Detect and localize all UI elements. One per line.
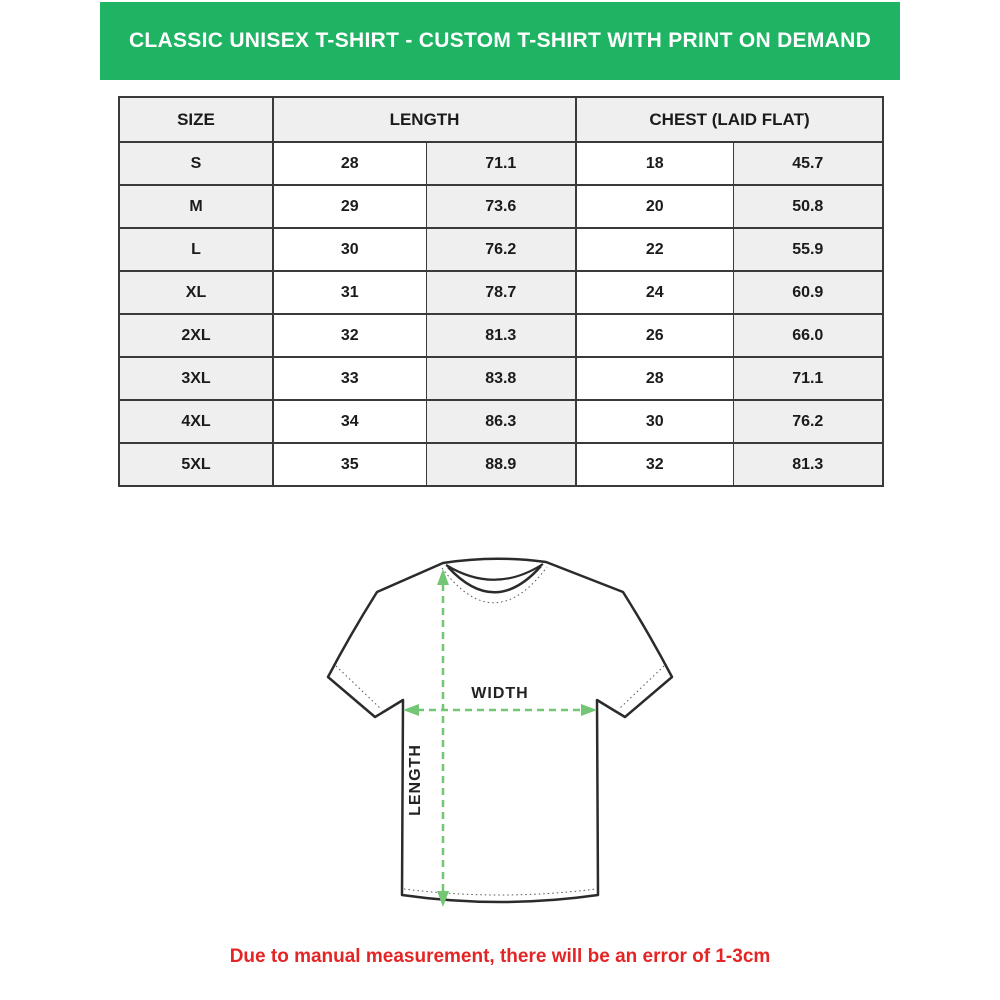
length-in-cell: 32 <box>273 314 426 357</box>
table-row <box>119 185 883 228</box>
table-header-row <box>119 97 883 142</box>
size-chart-section <box>118 96 884 487</box>
table-row <box>119 357 883 400</box>
chest-cm-cell: 76.2 <box>733 400 883 443</box>
chest-cm-cell: 60.9 <box>733 271 883 314</box>
length-cm-cell: 71.1 <box>426 142 576 185</box>
chest-in-cell: 24 <box>576 271 733 314</box>
chest-cm-cell: 81.3 <box>733 443 883 486</box>
page-title: CLASSIC UNISEX T-SHIRT - CUSTOM T-SHIRT WITH PRINT ON DEMAND <box>128 29 872 52</box>
size-cell: L <box>119 228 273 271</box>
chest-cm-cell: 45.7 <box>733 142 883 185</box>
length-cm-cell: 88.9 <box>426 443 576 486</box>
table-row <box>119 314 883 357</box>
length-cm-cell: 78.7 <box>426 271 576 314</box>
chest-in-cell: 30 <box>576 400 733 443</box>
size-cell: M <box>119 185 273 228</box>
size-table <box>118 96 884 487</box>
table-row <box>119 228 883 271</box>
size-cell: 3XL <box>119 357 273 400</box>
chest-in-cell: 22 <box>576 228 733 271</box>
col-header-chest: CHEST (LAID FLAT) <box>576 97 883 142</box>
length-in-cell: 35 <box>273 443 426 486</box>
chest-cm-cell: 66.0 <box>733 314 883 357</box>
chest-cm-cell: 55.9 <box>733 228 883 271</box>
length-cm-cell: 81.3 <box>426 314 576 357</box>
col-header-size: SIZE <box>119 97 273 142</box>
size-cell: 2XL <box>119 314 273 357</box>
chest-in-cell: 26 <box>576 314 733 357</box>
length-in-cell: 34 <box>273 400 426 443</box>
size-cell: S <box>119 142 273 185</box>
measurement-disclaimer: Due to manual measurement, there will be an error of 1-3cm <box>229 946 771 967</box>
length-in-cell: 30 <box>273 228 426 271</box>
tshirt-measurement-diagram <box>300 540 700 940</box>
chest-in-cell: 28 <box>576 357 733 400</box>
table-row <box>119 142 883 185</box>
length-in-cell: 28 <box>273 142 426 185</box>
size-cell: 4XL <box>119 400 273 443</box>
width-label: WIDTH <box>471 685 529 702</box>
chest-in-cell: 18 <box>576 142 733 185</box>
tshirt-outline <box>328 559 672 902</box>
length-cm-cell: 76.2 <box>426 228 576 271</box>
table-row <box>119 443 883 486</box>
title-banner <box>100 2 900 80</box>
chest-cm-cell: 71.1 <box>733 357 883 400</box>
length-in-cell: 31 <box>273 271 426 314</box>
chest-in-cell: 32 <box>576 443 733 486</box>
table-row <box>119 271 883 314</box>
length-cm-cell: 73.6 <box>426 185 576 228</box>
length-cm-cell: 86.3 <box>426 400 576 443</box>
length-cm-cell: 83.8 <box>426 357 576 400</box>
length-label: LENGTH <box>407 744 424 816</box>
chest-cm-cell: 50.8 <box>733 185 883 228</box>
size-cell: XL <box>119 271 273 314</box>
length-in-cell: 29 <box>273 185 426 228</box>
size-cell: 5XL <box>119 443 273 486</box>
chest-in-cell: 20 <box>576 185 733 228</box>
col-header-length: LENGTH <box>273 97 576 142</box>
table-row <box>119 400 883 443</box>
length-in-cell: 33 <box>273 357 426 400</box>
